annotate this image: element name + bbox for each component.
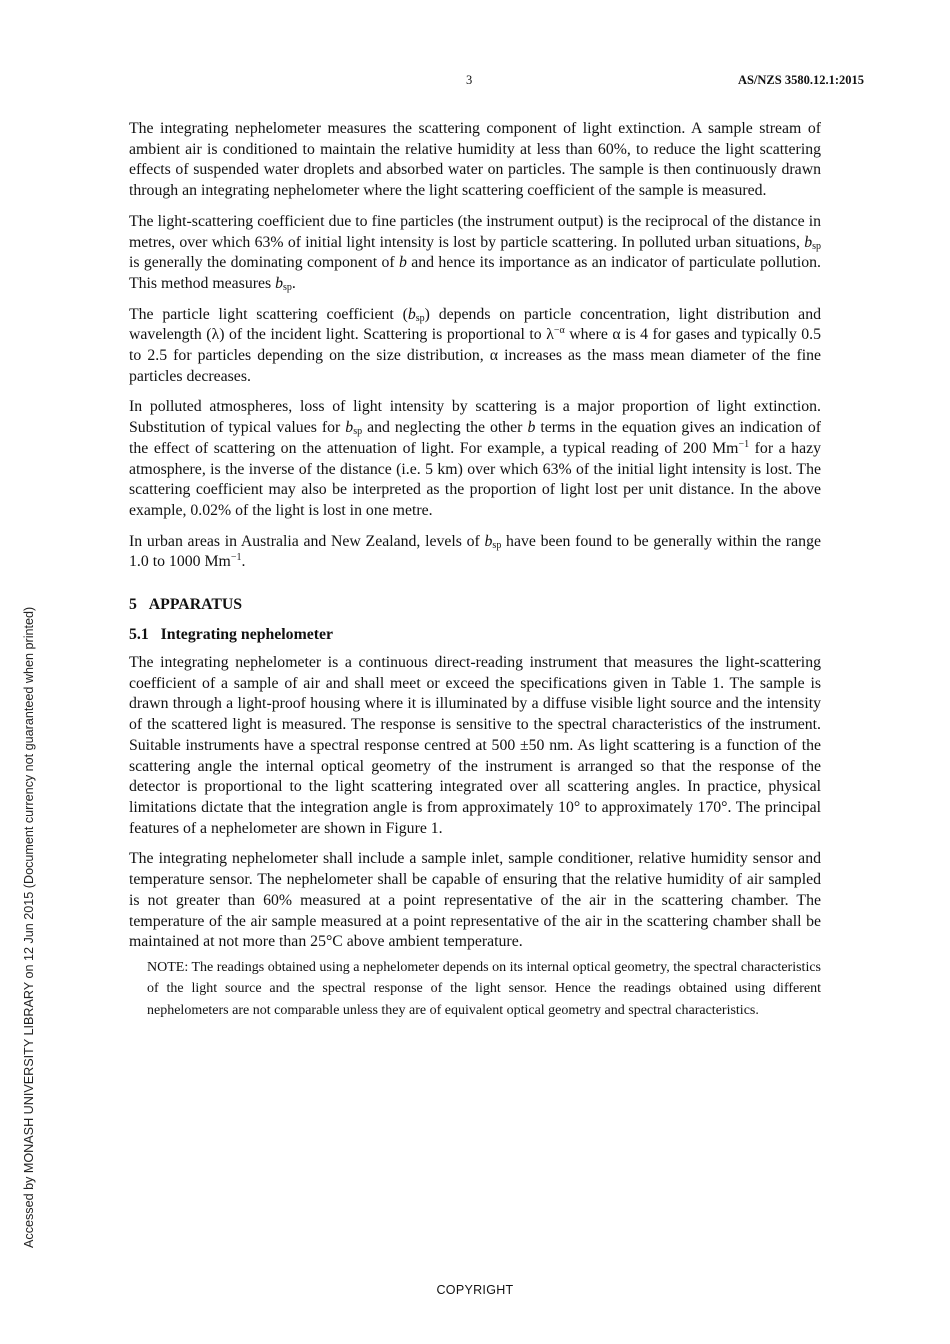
intro-paragraph-4: In polluted atmospheres, loss of light intensity by scattering is a major proportion of light extinction. Substitution of typical values for $b_{sp}$ and neglecting the other b terms in the equation gives an indication of the effect of scattering on the attenuation of light. For example, a typical reading of 200 $Mm^{-1}$ for a hazy atmosphere, is the inverse of the distance (i.e. 5 km) over which 63% of the initial light intensity is lost. The scattering coefficient may also be interpreted as the proportion of light lost per unit distance. In the above example, 0.02% of the light is lost in one metre. [129,398,821,519]
intro-paragraph-1: The integrating nephelometer measures the scattering component of light extinction. A sample stream of ambient air is conditioned to maintain the relative humidity at less than 60%, to reduce the light scattering effects of suspended water droplets and absorbed water on particles. The sample is then continuously drawn through an integrating nephelometer where the light scattering coefficient of the sample is measured. [129,120,821,200]
apparatus-paragraph-1: The integrating nephelometer is a continuous direct-reading instrument that measures the light-scattering coefficient of a sample of air and shall meet or exceed the specifications given in Table 1. The sample is drawn through a light-proof housing where it is illuminated by a diffuse visible light source and the intensity of the scattered light is measured. The response is sensitive to the spectral characteristics of the instrument. Suitable instruments have a spectral response centred at 500 ±50 nm. As light scattering is a function of the scattering angle the internal optical geometry of the instrument is arranged so that the response of the detector is proportional to the light scattering integrated over all scattering angles. In practice, physical limitations dictate that the integration angle is from approximately 10° to approximately 170°. The principal features of a nephelometer are shown in Figure 1. [129,654,821,837]
page-body [129,119,821,1021]
copyright-footer: COPYRIGHT [436,1283,514,1297]
intro-paragraph-3: The particle light scattering coefficient $(b_{sp})$ depends on particle concentration, light distribution and wavelength (λ) of the incident light. Scattering is proportional to $\lambda^{-\alpha}$ where α is 4 for gases and typically 0.5 to 2.5 for particles depending on the size distribution, α increases as the mass mean diameter of the fine particles decreases. [129,305,822,385]
standard-number: AS/NZS 3580.12.1:2015 [737,73,864,87]
section-heading-apparatus: 5 APPARATUS [129,596,243,614]
intro-paragraph-5: In urban areas in Australia and New Zealand, levels of $b_{sp}$ have been found to be generally within the range 1.0 to 1000 $Mm^{-1}$. [129,532,821,571]
access-watermark: Accessed by MONASH UNIVERSITY LIBRARY on 12 Jun 2015 (Document currency not guaranteed when printed) [22,606,36,1248]
apparatus-paragraph-2: The integrating nephelometer shall include a sample inlet, sample conditioner, relative humidity sensor and temperature sensor. The nephelometer shall be capable of ensuring that the relative humidity of air sampled is not greater than 60% measured at a point representative of the air in the scattering chamber. The temperature of the air sample measured at a point representative of the air in the scattering chamber shall be maintained at not more than 25°C above ambient temperature. [129,850,821,951]
intro-paragraph-2: The light-scattering coefficient due to fine particles (the instrument output) is the reciprocal of the distance in metres, over which 63% of initial light intensity is lost by particle scattering. In polluted urban situations, $b_{sp}$ is generally the dominating component of b and hence its importance as an indicator of particulate pollution. This method measures $b_{sp}$. [129,212,822,293]
page-number: 3 [466,73,473,87]
apparatus-note: NOTE: The readings obtained using a nephelometer depends on its internal optical geometry, the spectral characteristics of the light source and the spectral response of the light sensor. Hence the readings obtained using different nephelometers are not comparable unless they are of equivalent optical geometry and spectral characteristics. [147,959,821,1018]
subsection-heading-nephelometer: 5.1 Integrating nephelometer [129,626,334,644]
